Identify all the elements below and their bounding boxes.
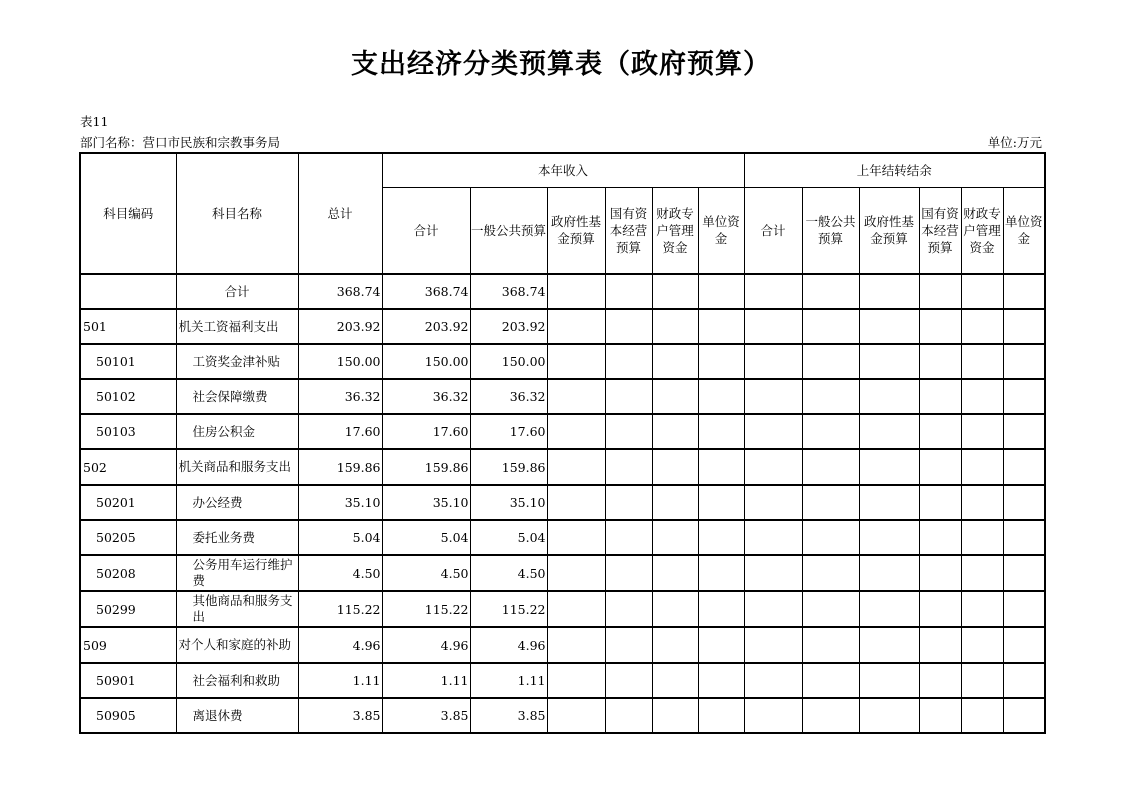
table-row: [80, 663, 1045, 698]
cell-current-subtotal: 368.74: [382, 274, 470, 309]
cell-empty: [919, 591, 961, 627]
cell-code: 501: [80, 309, 176, 344]
cell-empty: [652, 309, 698, 344]
cell-empty: [605, 663, 652, 698]
cell-current-subtotal: 1.11: [382, 663, 470, 698]
cell-current-general: 4.50: [470, 555, 547, 591]
cell-current-general: 17.60: [470, 414, 547, 449]
cell-empty: [859, 520, 919, 555]
cell-empty: [802, 520, 859, 555]
cell-empty: [1003, 485, 1045, 520]
cell-empty: [961, 379, 1003, 414]
cell-empty: [961, 663, 1003, 698]
cell-code: 509: [80, 627, 176, 663]
cell-empty: [744, 485, 802, 520]
cell-empty: [961, 520, 1003, 555]
cell-empty: [744, 627, 802, 663]
cell-empty: [605, 698, 652, 733]
cell-empty: [744, 344, 802, 379]
cell-code: [80, 274, 176, 309]
cell-empty: [698, 591, 744, 627]
cell-empty: [961, 309, 1003, 344]
cell-empty: [919, 555, 961, 591]
table-number: 表11: [80, 114, 109, 129]
unit-label: 单位:万元: [987, 135, 1042, 150]
cell-empty: [859, 485, 919, 520]
header-current-subtotal: 合计: [382, 187, 470, 274]
cell-total: 203.92: [298, 309, 382, 344]
department-name: 部门名称：营口市民族和宗教事务局: [80, 135, 281, 150]
cell-empty: [961, 274, 1003, 309]
cell-current-subtotal: 4.96: [382, 627, 470, 663]
cell-empty: [1003, 663, 1045, 698]
cell-empty: [744, 555, 802, 591]
cell-current-general: 35.10: [470, 485, 547, 520]
cell-empty: [744, 663, 802, 698]
cell-empty: [698, 663, 744, 698]
cell-empty: [547, 379, 605, 414]
total-row: [80, 274, 1045, 309]
cell-empty: [961, 698, 1003, 733]
cell-empty: [859, 344, 919, 379]
cell-current-general: 5.04: [470, 520, 547, 555]
budget-table: [79, 152, 1046, 734]
cell-empty: [605, 274, 652, 309]
cell-empty: [605, 379, 652, 414]
cell-empty: [919, 344, 961, 379]
cell-empty: [1003, 555, 1045, 591]
header-carryover-unit-fund: 单位资金: [1003, 187, 1045, 274]
cell-empty: [744, 414, 802, 449]
cell-empty: [802, 627, 859, 663]
cell-name: 社会保障缴费: [176, 379, 298, 414]
cell-empty: [919, 414, 961, 449]
table-row: [80, 379, 1045, 414]
cell-current-general: 203.92: [470, 309, 547, 344]
cell-empty: [961, 414, 1003, 449]
cell-empty: [802, 379, 859, 414]
cell-empty: [961, 485, 1003, 520]
cell-empty: [698, 485, 744, 520]
cell-empty: [698, 449, 744, 485]
table-row: [80, 591, 1045, 627]
cell-empty: [859, 309, 919, 344]
header-current-unit-fund: 单位资金: [698, 187, 744, 274]
cell-empty: [652, 414, 698, 449]
cell-total: 368.74: [298, 274, 382, 309]
cell-empty: [547, 591, 605, 627]
cell-empty: [698, 309, 744, 344]
cell-current-general: 150.00: [470, 344, 547, 379]
cell-empty: [1003, 414, 1045, 449]
cell-code: 50201: [80, 485, 176, 520]
cell-name: 委托业务费: [176, 520, 298, 555]
cell-empty: [652, 555, 698, 591]
cell-empty: [698, 274, 744, 309]
cell-current-subtotal: 150.00: [382, 344, 470, 379]
cell-empty: [961, 449, 1003, 485]
cell-empty: [802, 274, 859, 309]
cell-empty: [1003, 274, 1045, 309]
cell-empty: [652, 520, 698, 555]
cell-empty: [802, 555, 859, 591]
cell-current-subtotal: 35.10: [382, 485, 470, 520]
cell-empty: [1003, 309, 1045, 344]
cell-empty: [802, 591, 859, 627]
cell-empty: [919, 274, 961, 309]
cell-empty: [605, 555, 652, 591]
header-name: 科目名称: [176, 153, 298, 274]
cell-empty: [919, 379, 961, 414]
cell-code: 50205: [80, 520, 176, 555]
cell-empty: [1003, 379, 1045, 414]
cell-empty: [605, 414, 652, 449]
cell-empty: [547, 309, 605, 344]
cell-empty: [547, 520, 605, 555]
cell-total: 150.00: [298, 344, 382, 379]
cell-empty: [1003, 591, 1045, 627]
cell-empty: [859, 698, 919, 733]
table-row: [80, 414, 1045, 449]
cell-empty: [859, 591, 919, 627]
cell-empty: [652, 698, 698, 733]
cell-name: 社会福利和救助: [176, 663, 298, 698]
cell-empty: [1003, 698, 1045, 733]
cell-empty: [744, 309, 802, 344]
cell-empty: [698, 520, 744, 555]
cell-total: 3.85: [298, 698, 382, 733]
cell-empty: [652, 379, 698, 414]
cell-code: 502: [80, 449, 176, 485]
cell-current-subtotal: 4.50: [382, 555, 470, 591]
page-title: 支出经济分类预算表（政府预算）: [351, 49, 771, 80]
cell-empty: [744, 274, 802, 309]
cell-empty: [744, 520, 802, 555]
cell-empty: [547, 555, 605, 591]
table-body: [80, 274, 1045, 733]
cell-empty: [652, 591, 698, 627]
header-carryover-fund: 政府性基金预算: [859, 187, 919, 274]
cell-total: 159.86: [298, 449, 382, 485]
table-row: [80, 698, 1045, 733]
header-total: 总计: [298, 153, 382, 274]
cell-empty: [802, 414, 859, 449]
cell-empty: [698, 627, 744, 663]
cell-current-subtotal: 115.22: [382, 591, 470, 627]
cell-empty: [605, 520, 652, 555]
cell-current-subtotal: 36.32: [382, 379, 470, 414]
cell-empty: [698, 698, 744, 733]
table-row: [80, 485, 1045, 520]
cell-empty: [652, 449, 698, 485]
cell-empty: [859, 274, 919, 309]
cell-current-general: 36.32: [470, 379, 547, 414]
cell-name: 合计: [176, 274, 298, 309]
cell-empty: [802, 449, 859, 485]
cell-empty: [652, 627, 698, 663]
cell-empty: [744, 698, 802, 733]
cell-code: 50905: [80, 698, 176, 733]
header-current-fund: 政府性基金预算: [547, 187, 605, 274]
cell-empty: [547, 627, 605, 663]
cell-empty: [919, 485, 961, 520]
cell-empty: [605, 485, 652, 520]
cell-empty: [802, 344, 859, 379]
cell-total: 17.60: [298, 414, 382, 449]
cell-empty: [961, 555, 1003, 591]
cell-empty: [961, 344, 1003, 379]
header-carryover-general: 一般公共预算: [802, 187, 859, 274]
cell-current-subtotal: 159.86: [382, 449, 470, 485]
cell-empty: [605, 449, 652, 485]
cell-empty: [547, 698, 605, 733]
header-carryover-subtotal: 合计: [744, 187, 802, 274]
table-row: [80, 449, 1045, 485]
cell-empty: [605, 309, 652, 344]
header-current-general: 一般公共预算: [470, 187, 547, 274]
cell-empty: [919, 698, 961, 733]
cell-empty: [859, 555, 919, 591]
cell-empty: [802, 698, 859, 733]
cell-empty: [698, 414, 744, 449]
cell-empty: [605, 344, 652, 379]
cell-empty: [652, 485, 698, 520]
cell-empty: [802, 663, 859, 698]
cell-code: 50299: [80, 591, 176, 627]
cell-current-subtotal: 3.85: [382, 698, 470, 733]
cell-empty: [605, 627, 652, 663]
cell-code: 50208: [80, 555, 176, 591]
table-row: [80, 344, 1045, 379]
cell-empty: [859, 379, 919, 414]
cell-empty: [859, 663, 919, 698]
table-row: [80, 555, 1045, 591]
cell-empty: [802, 309, 859, 344]
cell-current-subtotal: 203.92: [382, 309, 470, 344]
cell-name: 其他商品和服务支出: [176, 591, 298, 627]
cell-empty: [547, 485, 605, 520]
cell-code: 50101: [80, 344, 176, 379]
cell-name: 住房公积金: [176, 414, 298, 449]
cell-empty: [859, 449, 919, 485]
cell-empty: [859, 627, 919, 663]
cell-empty: [652, 274, 698, 309]
cell-empty: [919, 663, 961, 698]
cell-current-general: 159.86: [470, 449, 547, 485]
cell-empty: [744, 591, 802, 627]
cell-name: 机关商品和服务支出: [176, 449, 298, 485]
header-current-special: 财政专户管理资金: [652, 187, 698, 274]
cell-empty: [547, 344, 605, 379]
cell-current-general: 368.74: [470, 274, 547, 309]
cell-current-general: 115.22: [470, 591, 547, 627]
cell-empty: [919, 520, 961, 555]
cell-empty: [698, 555, 744, 591]
cell-empty: [1003, 449, 1045, 485]
cell-total: 4.96: [298, 627, 382, 663]
header-current-state-capital: 国有资本经营预算: [605, 187, 652, 274]
header-current-year: 本年收入: [382, 153, 744, 187]
cell-empty: [1003, 520, 1045, 555]
cell-total: 115.22: [298, 591, 382, 627]
cell-empty: [698, 379, 744, 414]
cell-current-subtotal: 5.04: [382, 520, 470, 555]
cell-code: 50103: [80, 414, 176, 449]
cell-empty: [859, 414, 919, 449]
cell-empty: [961, 627, 1003, 663]
cell-empty: [652, 344, 698, 379]
cell-empty: [744, 379, 802, 414]
header-row-1: [80, 153, 1045, 187]
cell-empty: [802, 485, 859, 520]
cell-empty: [919, 627, 961, 663]
header-carryover-state-capital: 国有资本经营预算: [919, 187, 961, 274]
cell-total: 5.04: [298, 520, 382, 555]
cell-empty: [547, 414, 605, 449]
cell-name: 离退休费: [176, 698, 298, 733]
cell-name: 机关工资福利支出: [176, 309, 298, 344]
cell-code: 50901: [80, 663, 176, 698]
table-row: [80, 309, 1045, 344]
cell-empty: [547, 274, 605, 309]
cell-total: 1.11: [298, 663, 382, 698]
header-carryover-special: 财政专户管理资金: [961, 187, 1003, 274]
cell-current-general: 4.96: [470, 627, 547, 663]
cell-empty: [1003, 344, 1045, 379]
header-code: 科目编码: [80, 153, 176, 274]
cell-name: 办公经费: [176, 485, 298, 520]
cell-empty: [605, 591, 652, 627]
cell-total: 36.32: [298, 379, 382, 414]
cell-empty: [1003, 627, 1045, 663]
cell-empty: [961, 591, 1003, 627]
cell-empty: [919, 449, 961, 485]
cell-current-general: 3.85: [470, 698, 547, 733]
cell-name: 公务用车运行维护费: [176, 555, 298, 591]
cell-code: 50102: [80, 379, 176, 414]
table-row: [80, 520, 1045, 555]
cell-empty: [547, 449, 605, 485]
cell-name: 对个人和家庭的补助: [176, 627, 298, 663]
cell-total: 4.50: [298, 555, 382, 591]
cell-name: 工资奖金津补贴: [176, 344, 298, 379]
cell-empty: [547, 663, 605, 698]
cell-empty: [652, 663, 698, 698]
cell-total: 35.10: [298, 485, 382, 520]
table-row: [80, 627, 1045, 663]
cell-current-general: 1.11: [470, 663, 547, 698]
cell-empty: [698, 344, 744, 379]
cell-empty: [919, 309, 961, 344]
cell-current-subtotal: 17.60: [382, 414, 470, 449]
header-carryover: 上年结转结余: [744, 153, 1045, 187]
cell-empty: [744, 449, 802, 485]
